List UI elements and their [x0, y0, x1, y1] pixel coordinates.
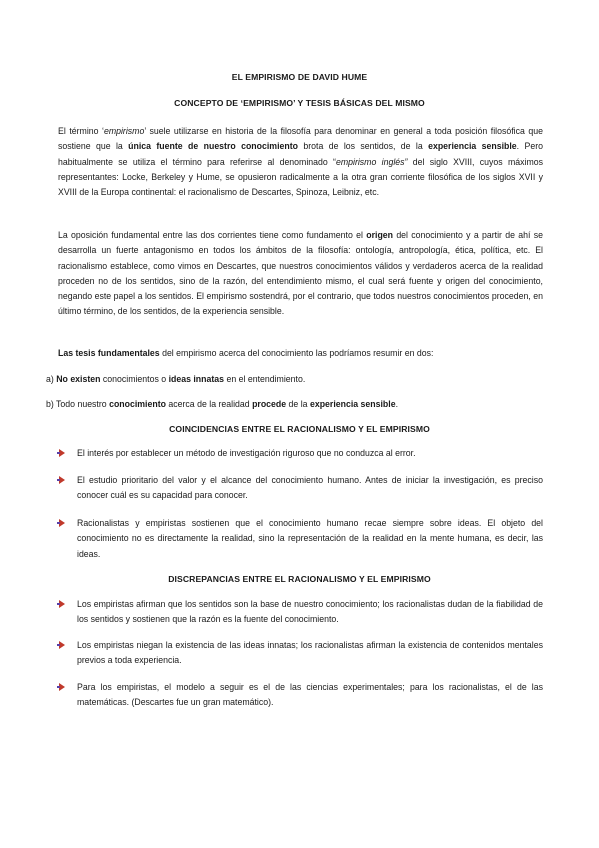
text-run-bold: ideas innatas — [168, 374, 225, 384]
text-run: . Pero habitualmente se utiliza el término para referirse al denominado “ — [58, 141, 543, 167]
paragraph-tesis-intro — [58, 346, 543, 361]
text-run-bold: conocimiento — [109, 399, 166, 409]
text-run: b) Todo nuestro — [46, 399, 110, 409]
text-run-bold: procede — [252, 399, 287, 409]
text-run: El término ‘ — [58, 126, 104, 136]
discrepancia-item: Los empiristas niegan la existencia de las ideas innatas; los racionalistas afirman la existencia de contenidos mentales previos a toda experiencia. — [77, 640, 543, 666]
arrow-bullet-icon — [57, 448, 67, 458]
arrow-bullet-icon — [57, 518, 67, 528]
text-run: en el entendimiento. — [224, 374, 306, 384]
text-run: del siglo XVIII, cuyos máximos representantes: Locke, Berkeley y Hume, se opusieron radicalmente a la otra gran corriente filosófica de los siglos XVII y XVIII de la Europa continental: el racionalismo de Descartes, Spinoza, Leibniz, etc. — [58, 156, 543, 198]
arrow-bullet-icon — [57, 599, 67, 609]
text-run-bold: experiencia sensible — [309, 399, 396, 409]
thesis-a — [46, 372, 531, 387]
arrow-bullet-icon — [57, 475, 67, 485]
text-run: ’ suele utilizarse en historia de la filosofía para denominar en general a toda posición filosófica que sostiene que la — [58, 126, 543, 152]
text-run: de la — [286, 399, 310, 409]
arrow-bullet-icon — [57, 640, 67, 650]
section-heading-discrepancias: DISCREPANCIAS ENTRE EL RACIONALISMO Y EL EMPIRISMO — [168, 574, 431, 584]
text-run: conocimientos o — [100, 374, 169, 384]
text-run-italic: empirismo inglés” — [335, 156, 408, 167]
text-run-italic: empirismo — [103, 126, 145, 136]
text-run: del conocimiento y a partir de ahí se desarrolla un fuerte antagonismo en todos los ámbitos de la filosofía: ontología, antropología, ética, política, etc. El racionalismo establece, como vimos en Descartes, que nuestros conocimientos válidos y verdaderos acerca de la realidad proceden no de los sentidos, sino de la razón, del entendimiento mismo, el cual será fuente y origen del conocimiento, negando este papel a los sentidos. El empirismo sostendrá, por el contrario, que todos nuestros conocimientos proceden, en último término, de los sentidos, de la experiencia sensible. — [58, 230, 543, 317]
section-heading-coincidencias: COINCIDENCIAS ENTRE EL RACIONALISMO Y EL EMPIRISMO — [169, 424, 430, 434]
text-run-bold: No existen — [56, 374, 101, 384]
coincidencia-item: El interés por establecer un método de investigación riguroso que no conduzca al error. — [77, 448, 416, 458]
paragraph-oposicion — [58, 228, 543, 320]
coincidencia-item: El estudio prioritario del valor y el alcance del conocimiento humano. Antes de iniciar la investigación, es preciso conocer cuál es su capacidad para conocer. — [77, 475, 543, 501]
discrepancia-item: Para los empiristas, el modelo a seguir es el de las ciencias experimentales; para los racionalistas, el de las matemáticas. (Descartes fue un gran matemático). — [77, 682, 543, 708]
thesis-b — [46, 397, 531, 412]
section-heading-concepto: CONCEPTO DE ‘EMPIRISMO’ Y TESIS BÁSICAS DEL MISMO — [174, 98, 425, 108]
text-run-bold: origen — [366, 230, 394, 240]
text-run-bold: experiencia sensible — [428, 141, 517, 152]
text-run-bold: única fuente de nuestro conocimiento — [128, 141, 298, 152]
text-run: . — [395, 399, 399, 409]
text-run: del empirismo acerca del conocimiento las podríamos resumir en dos: — [159, 348, 434, 358]
list-marker: a) — [46, 374, 57, 384]
text-run-bold: Las tesis fundamentales — [58, 348, 160, 358]
text-run: acerca de la realidad — [165, 399, 253, 409]
paragraph-concepto — [58, 124, 543, 200]
discrepancia-item: Los empiristas afirman que los sentidos son la base de nuestro conocimiento; los racionalistas dudan de la fiabilidad de los sentidos y sostienen que la razón es la fuente del conocimiento. — [77, 599, 543, 625]
text-run: La oposición fundamental entre las dos corrientes tiene como fundamento el — [58, 230, 367, 240]
document-title: EL EMPIRISMO DE DAVID HUME — [231, 72, 368, 82]
coincidencia-item: Racionalistas y empiristas sostienen que el conocimiento humano recae siempre sobre ideas. El objeto del conocimiento no es directamente la realidad, sino la representación de la realidad en la mente humana, es decir, las ideas. — [77, 518, 543, 559]
arrow-bullet-icon — [57, 682, 67, 692]
text-run: brota de los sentidos, de la — [297, 141, 429, 152]
